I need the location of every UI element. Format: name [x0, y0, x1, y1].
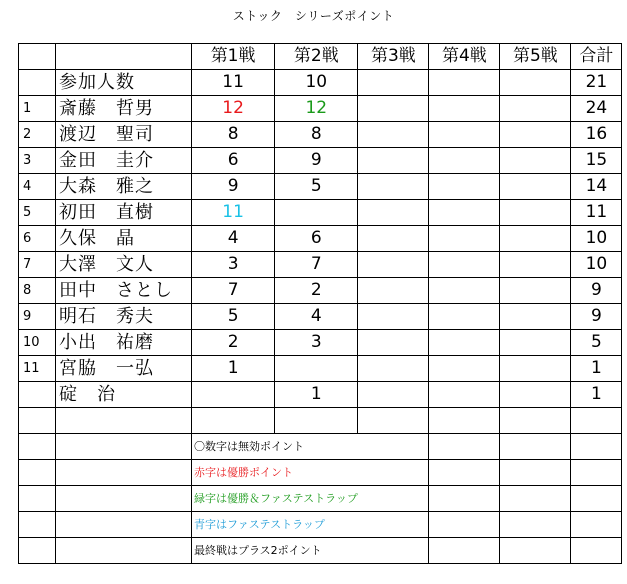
row-rank: 9: [19, 304, 56, 330]
row-round-5: [500, 226, 571, 252]
legend-cell-total: [571, 538, 622, 564]
legend-rank-cell: [19, 434, 56, 460]
table-row: [19, 174, 622, 200]
row-round-3: [358, 200, 429, 226]
header-total: 合計: [571, 44, 622, 70]
legend-row: [19, 434, 622, 460]
row-total: 24: [571, 96, 622, 122]
row-round-2: 4: [275, 304, 358, 330]
legend-cell-round-4: [358, 486, 429, 512]
table-row: [19, 200, 622, 226]
legend-rank-cell: [19, 538, 56, 564]
legend-name-cell: [56, 486, 192, 512]
row-round-1: 6: [192, 148, 275, 174]
legend-rank-cell: [19, 460, 56, 486]
row-rank: 5: [19, 200, 56, 226]
row-name: 小出 祐磨: [56, 330, 192, 356]
row-round-5: [500, 252, 571, 278]
row-total: 9: [571, 278, 622, 304]
row-round-1: 4: [192, 226, 275, 252]
row-round-3: [358, 174, 429, 200]
legend-name-cell: [56, 434, 192, 460]
row-round-4: [429, 200, 500, 226]
legend-cell-total-left: [500, 434, 571, 460]
legend-row: [19, 512, 622, 538]
row-round-2: 6: [275, 226, 358, 252]
header-round-4: 第4戦: [429, 44, 500, 70]
row-round-3: [358, 122, 429, 148]
header-round-2: 第2戦: [275, 44, 358, 70]
participants-round-3: [358, 70, 429, 96]
row-round-5: [500, 148, 571, 174]
row-round-2: [275, 356, 358, 382]
legend-cell-total: [571, 512, 622, 538]
legend-cell-round-4: [358, 538, 429, 564]
row-round-2: 3: [275, 330, 358, 356]
row-round-1: [192, 382, 275, 408]
row-round-1: 1: [192, 356, 275, 382]
row-total: 9: [571, 304, 622, 330]
row-round-4: [429, 330, 500, 356]
row-round-2: 5: [275, 174, 358, 200]
row-round-4: [429, 252, 500, 278]
row-name: 斎藤 哲男: [56, 96, 192, 122]
row-name: 初田 直樹: [56, 200, 192, 226]
header-cell-rank: [19, 44, 56, 70]
spacer-cell: [56, 408, 192, 434]
participants-label: 参加人数: [56, 70, 192, 96]
row-rank: 10: [19, 330, 56, 356]
row-name: 大澤 文人: [56, 252, 192, 278]
row-round-4: [429, 174, 500, 200]
legend-cell-round-5: [429, 512, 500, 538]
header-round-1: 第1戦: [192, 44, 275, 70]
row-round-1: 5: [192, 304, 275, 330]
row-total: 10: [571, 226, 622, 252]
row-round-2: 9: [275, 148, 358, 174]
row-round-3: [358, 252, 429, 278]
legend-cell-total-left: [500, 486, 571, 512]
row-rank: 4: [19, 174, 56, 200]
row-round-5: [500, 356, 571, 382]
row-name: 渡辺 聖司: [56, 122, 192, 148]
legend-row: [19, 538, 622, 564]
legend-cell-round-4: [358, 434, 429, 460]
row-round-5: [500, 382, 571, 408]
legend-name-cell: [56, 460, 192, 486]
spacer-row: [19, 408, 622, 434]
legend-row: [19, 460, 622, 486]
row-round-4: [429, 304, 500, 330]
row-rank: 6: [19, 226, 56, 252]
row-total: 10: [571, 252, 622, 278]
table-row: [19, 330, 622, 356]
spacer-cell: [429, 408, 500, 434]
row-rank: 8: [19, 278, 56, 304]
row-round-1: 12: [192, 96, 275, 122]
row-total: 5: [571, 330, 622, 356]
legend-cell-total: [571, 460, 622, 486]
legend-cell-round-5: [429, 538, 500, 564]
row-rank: 2: [19, 122, 56, 148]
row-round-4: [429, 382, 500, 408]
legend-cell-round-4: [358, 460, 429, 486]
participants-rank-cell: [19, 70, 56, 96]
table-row: [19, 278, 622, 304]
legend-name-cell: [56, 512, 192, 538]
header-row: [19, 44, 622, 70]
row-round-2: [275, 200, 358, 226]
row-round-5: [500, 122, 571, 148]
legend-row: [19, 486, 622, 512]
legend-cell-round-4: [358, 512, 429, 538]
row-round-4: [429, 148, 500, 174]
row-round-3: [358, 304, 429, 330]
table-row: [19, 304, 622, 330]
row-round-2: 12: [275, 96, 358, 122]
row-total: 15: [571, 148, 622, 174]
row-rank: 1: [19, 96, 56, 122]
spacer-cell: [571, 408, 622, 434]
row-name: 宮脇 一弘: [56, 356, 192, 382]
participants-round-2: 10: [275, 70, 358, 96]
legend-text: 青字はファステストラップ: [192, 512, 358, 538]
row-round-2: 8: [275, 122, 358, 148]
participants-row: [19, 70, 622, 96]
spacer-cell: [19, 408, 56, 434]
row-round-2: 1: [275, 382, 358, 408]
legend-cell-total: [571, 486, 622, 512]
row-round-4: [429, 356, 500, 382]
row-round-5: [500, 200, 571, 226]
row-total: 1: [571, 382, 622, 408]
row-name: 久保 晶: [56, 226, 192, 252]
legend-cell-round-5: [429, 460, 500, 486]
row-round-5: [500, 174, 571, 200]
row-name: 田中 さとし: [56, 278, 192, 304]
row-round-5: [500, 330, 571, 356]
row-rank: 7: [19, 252, 56, 278]
participants-round-5: [500, 70, 571, 96]
row-round-5: [500, 304, 571, 330]
table-row: [19, 96, 622, 122]
header-cell-name: [56, 44, 192, 70]
row-round-3: [358, 278, 429, 304]
row-round-5: [500, 96, 571, 122]
row-round-3: [358, 382, 429, 408]
legend-rank-cell: [19, 486, 56, 512]
spacer-cell: [192, 408, 275, 434]
table-row: [19, 356, 622, 382]
row-total: 14: [571, 174, 622, 200]
table-row: [19, 148, 622, 174]
row-round-2: 7: [275, 252, 358, 278]
row-rank: 3: [19, 148, 56, 174]
row-round-5: [500, 278, 571, 304]
table-row: [19, 226, 622, 252]
legend-cell-total: [571, 434, 622, 460]
row-name: 大森 雅之: [56, 174, 192, 200]
row-name: 碇 治: [56, 382, 192, 408]
header-round-5: 第5戦: [500, 44, 571, 70]
row-round-4: [429, 226, 500, 252]
participants-total: 21: [571, 70, 622, 96]
row-round-1: 7: [192, 278, 275, 304]
table-row: [19, 382, 622, 408]
row-round-1: 2: [192, 330, 275, 356]
row-name: 明石 秀夫: [56, 304, 192, 330]
row-round-3: [358, 226, 429, 252]
legend-text: 最終戦はプラス2ポイント: [192, 538, 358, 564]
spacer-cell: [358, 408, 429, 434]
legend-cell-total-left: [500, 460, 571, 486]
row-round-4: [429, 96, 500, 122]
legend-rank-cell: [19, 512, 56, 538]
table-row: [19, 252, 622, 278]
row-round-1: 3: [192, 252, 275, 278]
legend-cell-total-left: [500, 512, 571, 538]
table-row: [19, 122, 622, 148]
row-round-3: [358, 96, 429, 122]
row-total: 16: [571, 122, 622, 148]
spacer-cell: [500, 408, 571, 434]
row-round-2: 2: [275, 278, 358, 304]
row-rank: [19, 382, 56, 408]
row-round-4: [429, 122, 500, 148]
legend-cell-round-5: [429, 486, 500, 512]
participants-round-1: 11: [192, 70, 275, 96]
legend-text: 〇数字は無効ポイント: [192, 434, 358, 460]
spacer-cell: [275, 408, 358, 434]
row-round-1: 9: [192, 174, 275, 200]
legend-cell-total-left: [500, 538, 571, 564]
standings-table: [18, 43, 622, 564]
page-title: ストック シリーズポイント: [232, 9, 395, 23]
row-round-3: [358, 356, 429, 382]
row-round-1: 11: [192, 200, 275, 226]
participants-round-4: [429, 70, 500, 96]
row-round-3: [358, 148, 429, 174]
row-round-1: 8: [192, 122, 275, 148]
legend-cell-round-5: [429, 434, 500, 460]
row-total: 1: [571, 356, 622, 382]
legend-text: 緑字は優勝＆ファステストラップ: [192, 486, 358, 512]
legend-text: 赤字は優勝ポイント: [192, 460, 358, 486]
row-round-3: [358, 330, 429, 356]
row-total: 11: [571, 200, 622, 226]
legend-name-cell: [56, 538, 192, 564]
row-rank: 11: [19, 356, 56, 382]
header-round-3: 第3戦: [358, 44, 429, 70]
row-round-4: [429, 278, 500, 304]
row-name: 金田 圭介: [56, 148, 192, 174]
